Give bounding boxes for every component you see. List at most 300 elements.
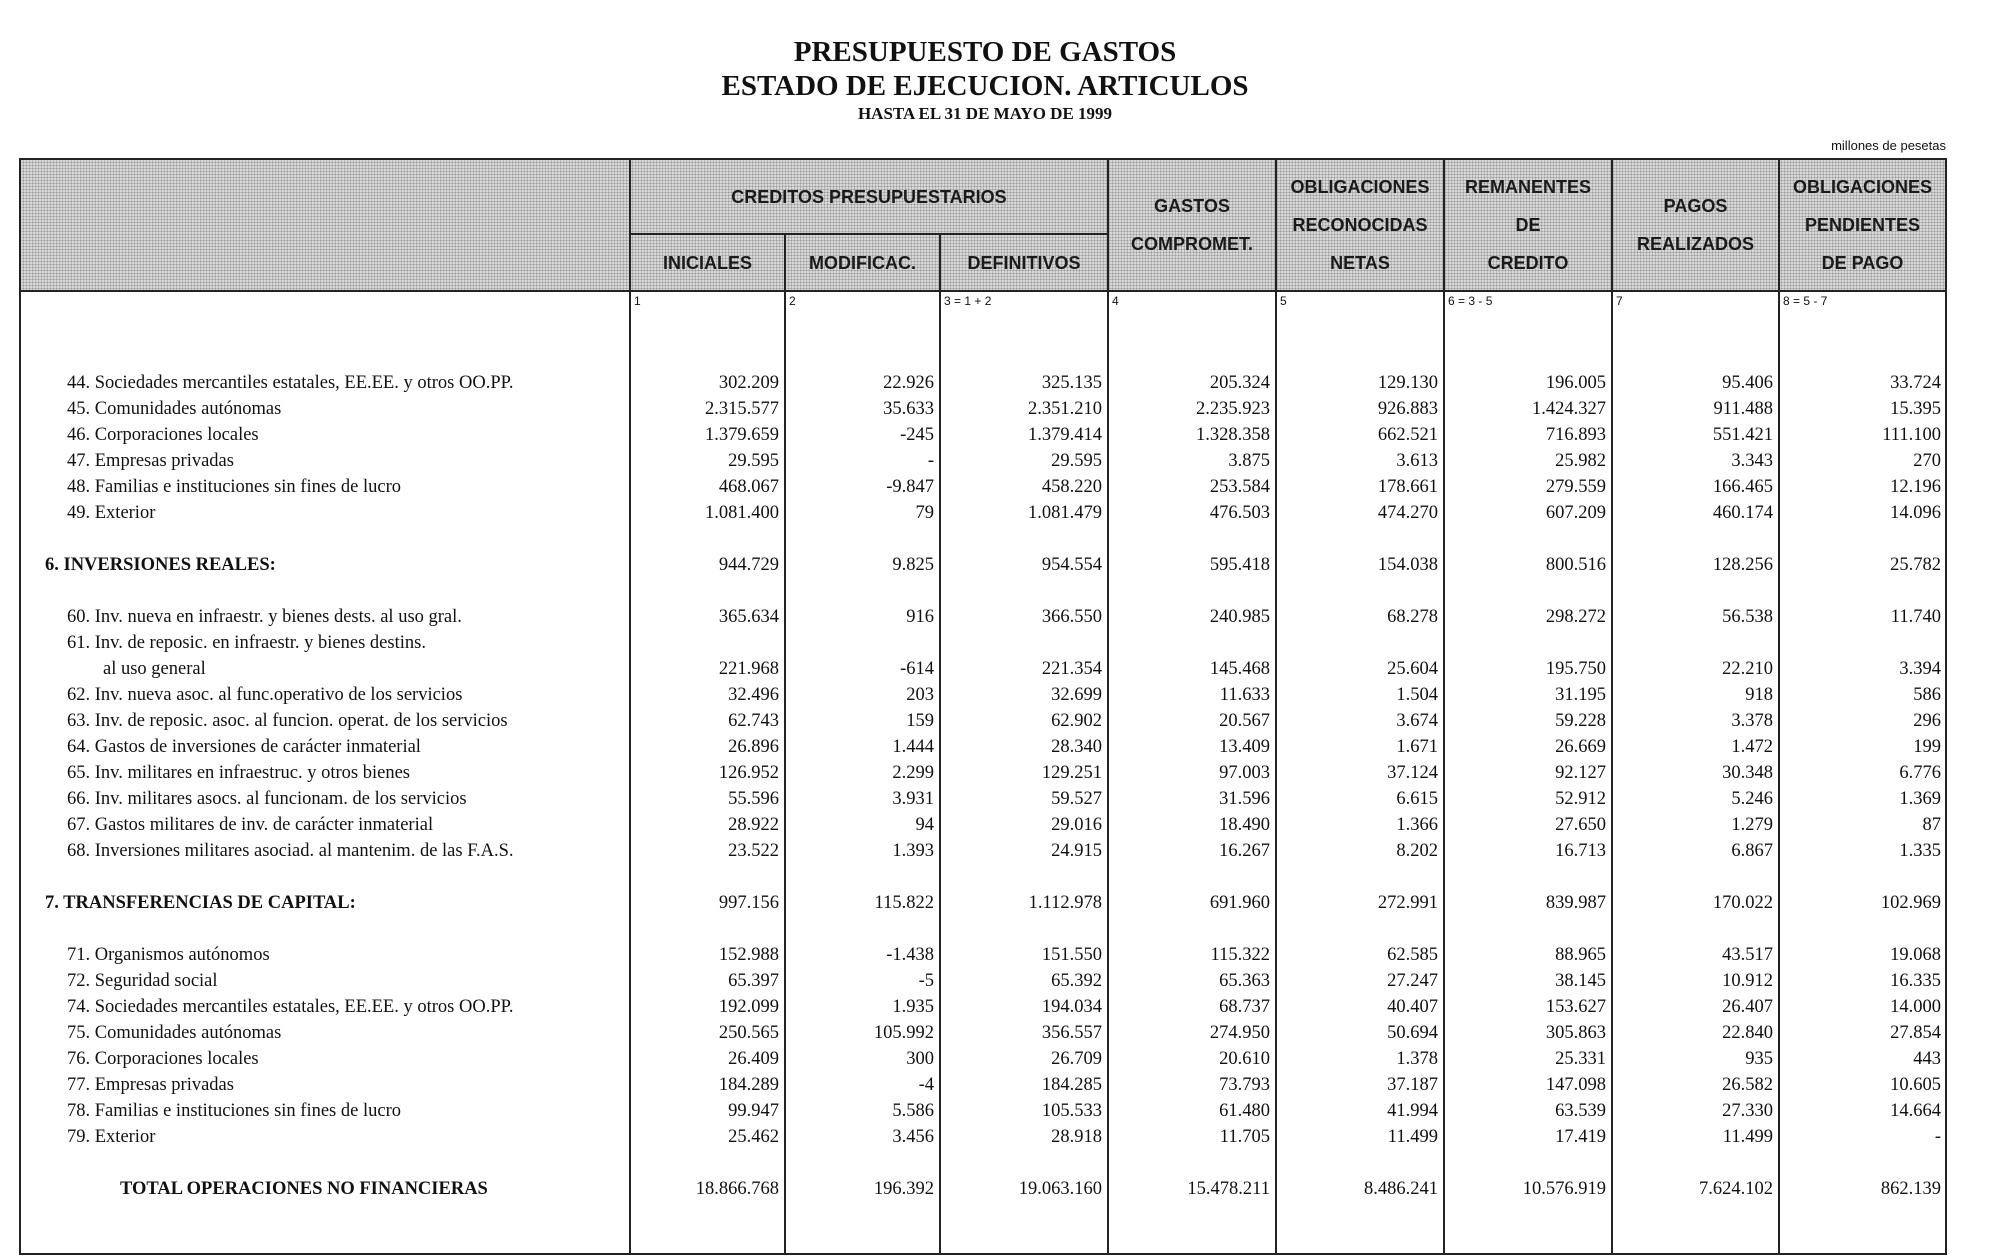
- cell-definitivos: 28.340: [1051, 737, 1102, 757]
- cell-obligaciones-reconocidas: 37.124: [1387, 763, 1438, 783]
- cell-iniciales: 2.315.577: [705, 399, 779, 419]
- cell-gastos-comprometidos: 13.409: [1219, 737, 1270, 757]
- row-label: 77. Empresas privadas: [67, 1075, 234, 1095]
- cell-obligaciones-pendientes: 443: [1913, 1049, 1941, 1069]
- table-row: [19, 422, 1947, 448]
- column-number: 2: [789, 294, 796, 308]
- table-row: [19, 630, 1947, 656]
- header-iniciales-label: INICIALES: [662, 252, 752, 273]
- cell-obligaciones-pendientes: 12.196: [1890, 477, 1941, 497]
- row-label: 49. Exterior: [67, 503, 156, 523]
- cell-obligaciones-pendientes: 87: [1922, 815, 1941, 835]
- cell-modificac: 79: [915, 503, 934, 523]
- header-pagos: [1613, 160, 1778, 290]
- cell-remanentes-credito: 195.750: [1545, 659, 1606, 679]
- cell-obligaciones-reconocidas: 40.407: [1387, 997, 1438, 1017]
- cell-pagos-realizados: 935: [1745, 1049, 1773, 1069]
- cell-modificac: -614: [900, 659, 934, 679]
- cell-definitivos: 184.285: [1041, 1075, 1102, 1095]
- cell-remanentes-credito: 153.627: [1545, 997, 1606, 1017]
- cell-pagos-realizados: 43.517: [1722, 945, 1773, 965]
- cell-obligaciones-reconocidas: 474.270: [1377, 503, 1438, 523]
- cell-obligaciones-reconocidas: 37.187: [1387, 1075, 1438, 1095]
- cell-obligaciones-reconocidas: 272.991: [1377, 893, 1438, 913]
- header-pendientes-line: DE PAGO: [1821, 253, 1904, 273]
- cell-definitivos: 129.251: [1041, 763, 1102, 783]
- cell-modificac: -5: [918, 971, 934, 991]
- cell-iniciales: 250.565: [718, 1023, 779, 1043]
- cell-obligaciones-reconocidas: 8.486.241: [1364, 1179, 1438, 1199]
- row-label: TOTAL OPERACIONES NO FINANCIERAS: [120, 1179, 488, 1199]
- row-label: 71. Organismos autónomos: [67, 945, 270, 965]
- row-label: 63. Inv. de reposic. asoc. al funcion. operat. de los servicios: [67, 711, 508, 731]
- cell-remanentes-credito: 196.005: [1545, 373, 1606, 393]
- cell-obligaciones-pendientes: 14.664: [1890, 1101, 1941, 1121]
- cell-gastos-comprometidos: 16.267: [1219, 841, 1270, 861]
- cell-obligaciones-reconocidas: 50.694: [1387, 1023, 1438, 1043]
- cell-obligaciones-pendientes: 111.100: [1882, 425, 1941, 445]
- table-row: [19, 812, 1947, 838]
- cell-modificac: -245: [900, 425, 934, 445]
- table-row: [19, 1046, 1947, 1072]
- cell-pagos-realizados: 27.330: [1722, 1101, 1773, 1121]
- row-label: 48. Familias e instituciones sin fines de lucro: [67, 477, 401, 497]
- cell-modificac: 94: [915, 815, 934, 835]
- row-label: 62. Inv. nueva asoc. al func.operativo de los servicios: [67, 685, 463, 705]
- table-row: [19, 708, 1947, 734]
- cell-iniciales: 18.866.768: [695, 1179, 779, 1199]
- cell-obligaciones-reconocidas: 926.883: [1377, 399, 1438, 419]
- cell-obligaciones-pendientes: 25.782: [1890, 555, 1941, 575]
- cell-gastos-comprometidos: 253.584: [1209, 477, 1270, 497]
- cell-modificac: 35.633: [883, 399, 934, 419]
- header-iniciales: [631, 235, 784, 290]
- cell-remanentes-credito: 10.576.919: [1522, 1179, 1606, 1199]
- cell-obligaciones-reconocidas: 3.674: [1396, 711, 1438, 731]
- table-row: [19, 734, 1947, 760]
- table-row: [19, 500, 1947, 526]
- cell-obligaciones-pendientes: 102.969: [1880, 893, 1941, 913]
- cell-definitivos: 62.902: [1051, 711, 1102, 731]
- cell-iniciales: 944.729: [718, 555, 779, 575]
- cell-obligaciones-reconocidas: 68.278: [1387, 607, 1438, 627]
- header-pendientes-line: OBLIGACIONES: [1792, 177, 1932, 197]
- table-row: [19, 942, 1947, 968]
- cell-pagos-realizados: 3.378: [1731, 711, 1773, 731]
- cell-obligaciones-reconocidas: 178.661: [1377, 477, 1438, 497]
- table-row: [19, 968, 1947, 994]
- cell-iniciales: 26.409: [728, 1049, 779, 1069]
- cell-obligaciones-reconocidas: 27.247: [1387, 971, 1438, 991]
- cell-obligaciones-pendientes: 16.335: [1890, 971, 1941, 991]
- header-obligaciones: [1277, 160, 1443, 290]
- cell-modificac: 2.299: [892, 763, 934, 783]
- total-row: [19, 1176, 1947, 1202]
- cell-modificac: 3.456: [892, 1127, 934, 1147]
- cell-pagos-realizados: 911.488: [1713, 399, 1773, 419]
- column-number: 1: [634, 294, 641, 308]
- table-row: [19, 370, 1947, 396]
- cell-remanentes-credito: 839.987: [1545, 893, 1606, 913]
- cell-modificac: 300: [906, 1049, 934, 1069]
- cell-definitivos: 32.699: [1051, 685, 1102, 705]
- table-row: [19, 604, 1947, 630]
- cell-remanentes-credito: 147.098: [1545, 1075, 1606, 1095]
- cell-iniciales: 126.952: [718, 763, 779, 783]
- cell-obligaciones-reconocidas: 662.521: [1377, 425, 1438, 445]
- cell-definitivos: 325.135: [1041, 373, 1102, 393]
- cell-remanentes-credito: 607.209: [1545, 503, 1606, 523]
- column-number: 7: [1616, 294, 1623, 308]
- cell-iniciales: 28.922: [728, 815, 779, 835]
- cell-remanentes-credito: 17.419: [1555, 1127, 1606, 1147]
- report-date: HASTA EL 31 DE MAYO DE 1999: [857, 104, 1113, 123]
- cell-obligaciones-reconocidas: 6.615: [1396, 789, 1438, 809]
- cell-modificac: 115.822: [874, 893, 934, 913]
- cell-pagos-realizados: 11.499: [1722, 1127, 1773, 1147]
- header-remanentes-line: CREDITO: [1487, 253, 1569, 273]
- cell-iniciales: 365.634: [718, 607, 779, 627]
- header-remanentes-line: REMANENTES: [1464, 177, 1591, 197]
- header-pendientes-line: PENDIENTES: [1804, 215, 1921, 235]
- table-row: [19, 994, 1947, 1020]
- cell-modificac: 159: [906, 711, 934, 731]
- cell-obligaciones-pendientes: 3.394: [1899, 659, 1941, 679]
- cell-obligaciones-pendientes: 296: [1913, 711, 1941, 731]
- cell-remanentes-credito: 25.982: [1555, 451, 1606, 471]
- cell-pagos-realizados: 5.246: [1731, 789, 1773, 809]
- cell-remanentes-credito: 88.965: [1555, 945, 1606, 965]
- cell-pagos-realizados: 95.406: [1722, 373, 1773, 393]
- cell-pagos-realizados: 1.472: [1731, 737, 1773, 757]
- cell-gastos-comprometidos: 61.480: [1219, 1101, 1270, 1121]
- cell-remanentes-credito: 25.331: [1555, 1049, 1606, 1069]
- cell-gastos-comprometidos: 3.875: [1228, 451, 1270, 471]
- header-definitivos-label: DEFINITIVOS: [967, 252, 1081, 273]
- header-gastos: [1109, 160, 1275, 290]
- row-label: 7. TRANSFERENCIAS DE CAPITAL:: [45, 893, 356, 913]
- cell-gastos-comprometidos: 18.490: [1219, 815, 1270, 835]
- report-title: PRESUPUESTO DE GASTOS: [793, 36, 1177, 68]
- row-label: 67. Gastos militares de inv. de carácter inmaterial: [67, 815, 434, 835]
- cell-gastos-comprometidos: 115.322: [1210, 945, 1270, 965]
- cell-gastos-comprometidos: 145.468: [1209, 659, 1270, 679]
- cell-obligaciones-pendientes: 11.740: [1890, 607, 1941, 627]
- cell-remanentes-credito: 800.516: [1545, 555, 1606, 575]
- cell-definitivos: 105.533: [1041, 1101, 1102, 1121]
- row-label: 46. Corporaciones locales: [67, 425, 259, 445]
- header-creditos-label: CREDITOS PRESUPUESTARIOS: [731, 186, 1007, 207]
- cell-modificac: 203: [906, 685, 934, 705]
- cell-pagos-realizados: 170.022: [1712, 893, 1773, 913]
- header-pagos-line: REALIZADOS: [1637, 234, 1754, 254]
- row-label: 66. Inv. militares asocs. al funcionam. de los servicios: [67, 789, 467, 809]
- cell-modificac: 1.393: [892, 841, 934, 861]
- header-pagos-line: PAGOS: [1663, 196, 1728, 216]
- cell-gastos-comprometidos: 240.985: [1209, 607, 1270, 627]
- cell-gastos-comprometidos: 2.235.923: [1196, 399, 1270, 419]
- row-label: 79. Exterior: [67, 1127, 156, 1147]
- cell-definitivos: 1.379.414: [1028, 425, 1102, 445]
- cell-remanentes-credito: 31.195: [1555, 685, 1606, 705]
- cell-gastos-comprometidos: 65.363: [1219, 971, 1270, 991]
- cell-iniciales: 62.743: [728, 711, 779, 731]
- cell-pagos-realizados: 30.348: [1722, 763, 1773, 783]
- row-label: 45. Comunidades autónomas: [67, 399, 282, 419]
- cell-iniciales: 997.156: [718, 893, 779, 913]
- column-number: 5: [1280, 294, 1287, 308]
- cell-gastos-comprometidos: 595.418: [1209, 555, 1270, 575]
- cell-obligaciones-reconocidas: 25.604: [1387, 659, 1438, 679]
- cell-gastos-comprometidos: 476.503: [1209, 503, 1270, 523]
- cell-gastos-comprometidos: 31.596: [1219, 789, 1270, 809]
- cell-obligaciones-reconocidas: 154.038: [1377, 555, 1438, 575]
- row-label: 64. Gastos de inversiones de carácter inmaterial: [67, 737, 421, 757]
- cell-modificac: 9.825: [892, 555, 934, 575]
- cell-obligaciones-reconocidas: 129.130: [1377, 373, 1438, 393]
- cell-definitivos: 26.709: [1051, 1049, 1102, 1069]
- table-row: [19, 474, 1947, 500]
- cell-definitivos: 19.063.160: [1018, 1179, 1102, 1199]
- cell-obligaciones-reconocidas: 1.366: [1396, 815, 1438, 835]
- row-label: 76. Corporaciones locales: [67, 1049, 259, 1069]
- column-number: 4: [1112, 294, 1119, 308]
- cell-obligaciones-pendientes: 199: [1913, 737, 1941, 757]
- table-row: [19, 760, 1947, 786]
- cell-definitivos: 24.915: [1051, 841, 1102, 861]
- cell-obligaciones-pendientes: 33.724: [1890, 373, 1941, 393]
- cell-remanentes-credito: 38.145: [1555, 971, 1606, 991]
- cell-obligaciones-pendientes: 586: [1913, 685, 1941, 705]
- column-number: 8 = 5 - 7: [1783, 294, 1828, 308]
- cell-modificac: 1.935: [892, 997, 934, 1017]
- row-label: 65. Inv. militares en infraestruc. y otros bienes: [67, 763, 411, 783]
- cell-definitivos: 151.550: [1041, 945, 1102, 965]
- row-label: 72. Seguridad social: [67, 971, 218, 991]
- row-label: 68. Inversiones militares asociad. al mantenim. de las F.A.S.: [67, 841, 514, 861]
- cell-remanentes-credito: 298.272: [1545, 607, 1606, 627]
- header-obligaciones-line: OBLIGACIONES: [1290, 177, 1430, 197]
- cell-pagos-realizados: 918: [1745, 685, 1773, 705]
- cell-pagos-realizados: 10.912: [1722, 971, 1773, 991]
- cell-remanentes-credito: 27.650: [1555, 815, 1606, 835]
- cell-modificac: 105.992: [873, 1023, 934, 1043]
- cell-definitivos: 356.557: [1041, 1023, 1102, 1043]
- cell-pagos-realizados: 7.624.102: [1699, 1179, 1773, 1199]
- cell-pagos-realizados: 6.867: [1731, 841, 1773, 861]
- header-remanentes-line: DE: [1515, 215, 1541, 235]
- cell-obligaciones-reconocidas: 1.671: [1396, 737, 1438, 757]
- units-note: millones de pesetas: [1831, 138, 1946, 153]
- section-row: [19, 552, 1947, 578]
- header-remanentes: [1445, 160, 1611, 290]
- cell-gastos-comprometidos: 73.793: [1219, 1075, 1270, 1095]
- cell-obligaciones-pendientes: 862.139: [1880, 1179, 1941, 1199]
- cell-obligaciones-reconocidas: 1.504: [1396, 685, 1438, 705]
- cell-obligaciones-pendientes: 6.776: [1899, 763, 1941, 783]
- cell-iniciales: 99.947: [728, 1101, 779, 1121]
- cell-pagos-realizados: 166.465: [1712, 477, 1773, 497]
- cell-gastos-comprometidos: 97.003: [1219, 763, 1270, 783]
- cell-modificac: -9.847: [886, 477, 934, 497]
- table-row: [19, 448, 1947, 474]
- column-number: 3 = 1 + 2: [944, 294, 992, 308]
- cell-definitivos: 28.918: [1051, 1127, 1102, 1147]
- cell-definitivos: 1.081.479: [1028, 503, 1102, 523]
- cell-obligaciones-reconocidas: 11.499: [1387, 1127, 1438, 1147]
- cell-gastos-comprometidos: 20.567: [1219, 711, 1270, 731]
- cell-gastos-comprometidos: 691.960: [1209, 893, 1270, 913]
- row-label: 61. Inv. de reposic. en infraestr. y bienes destins.: [67, 633, 426, 653]
- cell-iniciales: 29.595: [728, 451, 779, 471]
- cell-modificac: -: [927, 451, 934, 471]
- cell-remanentes-credito: 59.228: [1555, 711, 1606, 731]
- cell-definitivos: 29.595: [1051, 451, 1102, 471]
- cell-obligaciones-pendientes: 14.096: [1890, 503, 1941, 523]
- row-label: 6. INVERSIONES REALES:: [45, 555, 276, 575]
- cell-obligaciones-pendientes: 27.854: [1890, 1023, 1941, 1043]
- cell-pagos-realizados: 1.279: [1731, 815, 1773, 835]
- cell-obligaciones-pendientes: 1.335: [1899, 841, 1941, 861]
- cell-iniciales: 302.209: [718, 373, 779, 393]
- cell-gastos-comprometidos: 20.610: [1219, 1049, 1270, 1069]
- table-row: [19, 1124, 1947, 1150]
- cell-gastos-comprometidos: 1.328.358: [1196, 425, 1270, 445]
- cell-gastos-comprometidos: 205.324: [1209, 373, 1270, 393]
- cell-iniciales: 65.397: [728, 971, 779, 991]
- table-row: [19, 656, 1947, 682]
- cell-obligaciones-pendientes: 19.068: [1890, 945, 1941, 965]
- cell-definitivos: 1.112.978: [1028, 893, 1102, 913]
- cell-iniciales: 1.379.659: [705, 425, 779, 445]
- cell-gastos-comprometidos: 11.705: [1219, 1127, 1270, 1147]
- cell-definitivos: 29.016: [1051, 815, 1102, 835]
- cell-modificac: 196.392: [873, 1179, 934, 1199]
- cell-obligaciones-pendientes: 1.369: [1899, 789, 1941, 809]
- header-gastos-line: GASTOS: [1154, 196, 1230, 216]
- table-row: [19, 786, 1947, 812]
- column-number: 6 = 3 - 5: [1448, 294, 1493, 308]
- header-modificac-label: MODIFICAC.: [809, 252, 916, 273]
- cell-definitivos: 221.354: [1041, 659, 1102, 679]
- row-label: al uso general: [103, 659, 206, 679]
- cell-pagos-realizados: 26.582: [1722, 1075, 1773, 1095]
- header-definitivos: [941, 235, 1107, 290]
- row-label: 47. Empresas privadas: [67, 451, 234, 471]
- cell-pagos-realizados: 26.407: [1722, 997, 1773, 1017]
- cell-gastos-comprometidos: 11.633: [1219, 685, 1270, 705]
- cell-definitivos: 2.351.210: [1028, 399, 1102, 419]
- table-row: [19, 1098, 1947, 1124]
- cell-pagos-realizados: 128.256: [1712, 555, 1773, 575]
- cell-remanentes-credito: 92.127: [1555, 763, 1606, 783]
- cell-gastos-comprometidos: 274.950: [1209, 1023, 1270, 1043]
- cell-obligaciones-pendientes: -: [1934, 1127, 1941, 1147]
- table-row: [19, 1020, 1947, 1046]
- cell-remanentes-credito: 52.912: [1555, 789, 1606, 809]
- row-label: 60. Inv. nueva en infraestr. y bienes dests. al uso gral.: [67, 607, 462, 627]
- table-row: [19, 396, 1947, 422]
- table-row: [19, 838, 1947, 864]
- cell-definitivos: 954.554: [1041, 555, 1102, 575]
- cell-obligaciones-reconocidas: 62.585: [1387, 945, 1438, 965]
- cell-obligaciones-reconocidas: 41.994: [1387, 1101, 1438, 1121]
- cell-remanentes-credito: 1.424.327: [1532, 399, 1606, 419]
- cell-iniciales: 55.596: [728, 789, 779, 809]
- header-modificac: [786, 235, 939, 290]
- cell-gastos-comprometidos: 68.737: [1219, 997, 1270, 1017]
- cell-remanentes-credito: 63.539: [1555, 1101, 1606, 1121]
- cell-modificac: 22.926: [883, 373, 934, 393]
- cell-definitivos: 366.550: [1041, 607, 1102, 627]
- cell-modificac: -1.438: [886, 945, 934, 965]
- cell-pagos-realizados: 22.840: [1722, 1023, 1773, 1043]
- header-pendientes: [1780, 160, 1945, 290]
- cell-remanentes-credito: 716.893: [1545, 425, 1606, 445]
- cell-definitivos: 194.034: [1041, 997, 1102, 1017]
- cell-obligaciones-reconocidas: 3.613: [1396, 451, 1438, 471]
- cell-pagos-realizados: 22.210: [1722, 659, 1773, 679]
- cell-iniciales: 192.099: [718, 997, 779, 1017]
- cell-pagos-realizados: 551.421: [1712, 425, 1773, 445]
- cell-modificac: 5.586: [892, 1101, 934, 1121]
- header-obligaciones-line: RECONOCIDAS: [1292, 215, 1428, 235]
- cell-modificac: 1.444: [892, 737, 934, 757]
- cell-iniciales: 26.896: [728, 737, 779, 757]
- cell-modificac: 3.931: [892, 789, 934, 809]
- cell-iniciales: 184.289: [718, 1075, 779, 1095]
- table-row: [19, 1072, 1947, 1098]
- cell-iniciales: 32.496: [728, 685, 779, 705]
- cell-pagos-realizados: 460.174: [1712, 503, 1773, 523]
- table-row: [19, 682, 1947, 708]
- cell-iniciales: 221.968: [718, 659, 779, 679]
- cell-remanentes-credito: 26.669: [1555, 737, 1606, 757]
- cell-definitivos: 65.392: [1051, 971, 1102, 991]
- cell-definitivos: 59.527: [1051, 789, 1102, 809]
- header-obligaciones-line: NETAS: [1330, 253, 1390, 273]
- row-label: 75. Comunidades autónomas: [67, 1023, 282, 1043]
- cell-obligaciones-reconocidas: 1.378: [1396, 1049, 1438, 1069]
- cell-definitivos: 458.220: [1041, 477, 1102, 497]
- cell-obligaciones-pendientes: 14.000: [1890, 997, 1941, 1017]
- cell-pagos-realizados: 3.343: [1731, 451, 1773, 471]
- header-gastos-line: COMPROMET.: [1130, 234, 1253, 254]
- cell-obligaciones-pendientes: 15.395: [1890, 399, 1941, 419]
- cell-obligaciones-reconocidas: 8.202: [1396, 841, 1438, 861]
- row-label: 74. Sociedades mercantiles estatales, EE.EE. y otros OO.PP.: [67, 997, 514, 1017]
- cell-remanentes-credito: 16.713: [1555, 841, 1606, 861]
- cell-iniciales: 25.462: [728, 1127, 779, 1147]
- cell-gastos-comprometidos: 15.478.211: [1187, 1179, 1270, 1199]
- section-row: [19, 890, 1947, 916]
- cell-pagos-realizados: 56.538: [1722, 607, 1773, 627]
- row-label: 78. Familias e instituciones sin fines de lucro: [67, 1101, 401, 1121]
- row-label: 44. Sociedades mercantiles estatales, EE.EE. y otros OO.PP.: [67, 373, 514, 393]
- cell-remanentes-credito: 279.559: [1545, 477, 1606, 497]
- cell-obligaciones-pendientes: 270: [1913, 451, 1941, 471]
- header-creditos: [631, 160, 1107, 233]
- report-subtitle: ESTADO DE EJECUCION. ARTICULOS: [721, 70, 1249, 102]
- cell-iniciales: 1.081.400: [705, 503, 779, 523]
- cell-obligaciones-pendientes: 10.605: [1890, 1075, 1941, 1095]
- cell-iniciales: 23.522: [728, 841, 779, 861]
- header-bottom-rule: [19, 290, 1947, 292]
- cell-remanentes-credito: 305.863: [1545, 1023, 1606, 1043]
- cell-iniciales: 152.988: [718, 945, 779, 965]
- cell-iniciales: 468.067: [718, 477, 779, 497]
- cell-modificac: -4: [918, 1075, 934, 1095]
